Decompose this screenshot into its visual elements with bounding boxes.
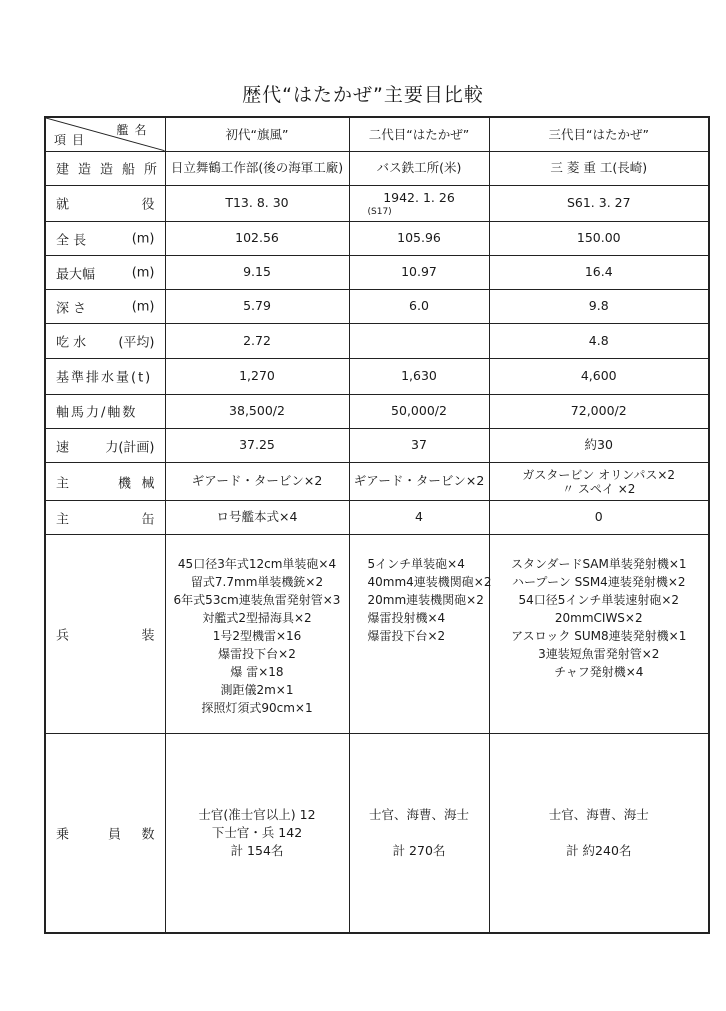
- armament-item: アスロック SUM8連装発射機×1: [511, 629, 687, 644]
- armament-item: 爆雷投下台×2: [367, 629, 446, 644]
- ship-header-1: 初代“旗風”: [165, 117, 349, 151]
- armament-item: 45口径3年式12cm単装砲×4: [177, 557, 337, 572]
- row-label: [45, 256, 165, 290]
- armament-item: ハープーン SSM4連装発射機×2: [511, 575, 686, 590]
- power-value-3: 72,000/2: [489, 394, 709, 428]
- crew-spacer: [350, 824, 489, 842]
- crew-cell-1: [165, 734, 349, 933]
- speed-label-right: 力(計画): [105, 440, 155, 456]
- armament-item: 爆 雷×18: [230, 665, 284, 680]
- crew-composition: 士官、海曹、海士: [548, 807, 649, 823]
- page-title: 歴代“はたかぜ”主要目比較: [242, 84, 484, 106]
- length-value-2: 105.96: [349, 221, 489, 255]
- machinery-value-3b: 〃 スペイ ×2: [562, 481, 636, 496]
- beam-label-right: (m): [131, 265, 155, 281]
- armament-item: 測距儀2m×1: [220, 683, 294, 698]
- crew-officers: 士官(准士官以上) 12: [198, 807, 316, 823]
- armament-item: チャフ発射機×4: [554, 665, 644, 680]
- crew-label-right: 数: [141, 827, 155, 843]
- service-value-1: T13. 8. 30: [165, 185, 349, 221]
- machinery-value-1: ギアード・タービン×2: [165, 463, 349, 501]
- crew-cell-2: [349, 734, 489, 933]
- armament-cell-1: [165, 535, 349, 734]
- speed-label-left: 速: [56, 440, 70, 456]
- crew-label-mid: 員: [108, 827, 122, 843]
- crew-composition: 士官、海曹、海士: [368, 807, 469, 823]
- machinery-cell-3: [489, 463, 709, 501]
- length-value-1: 102.56: [165, 221, 349, 255]
- armament-cell-2: [349, 535, 492, 734]
- beam-value-1: 9.15: [165, 256, 349, 290]
- machinery-label-right: 械: [141, 476, 155, 492]
- header-row: [45, 117, 709, 151]
- beam-value-2: 10.97: [349, 256, 489, 290]
- machinery-value-2: ギアード・タービン×2: [349, 463, 489, 501]
- draft-value-2: [349, 324, 489, 358]
- row-length: [45, 221, 709, 255]
- crew-enlisted: 下士官・兵 142: [211, 825, 303, 841]
- row-label: [45, 394, 165, 428]
- service-label-right: 役: [141, 197, 155, 213]
- service-cell-2: [349, 185, 489, 221]
- row-label: [45, 290, 165, 324]
- ship-header-2: 二代目“はたかぜ”: [349, 117, 489, 151]
- displacement-label: 基準排水量(t): [56, 370, 153, 386]
- crew-cell-3: [489, 734, 709, 933]
- power-value-2: 50,000/2: [349, 394, 489, 428]
- row-armament: [45, 535, 709, 734]
- boilers-label-right: 缶: [141, 512, 155, 528]
- machinery-label-mid: 機: [118, 476, 132, 492]
- ship-header-3: 三代目“はたかぜ”: [489, 117, 709, 151]
- armament-item: スタンダードSAM単装発射機×1: [510, 557, 687, 572]
- speed-value-1: 37.25: [165, 428, 349, 462]
- row-label: [45, 428, 165, 462]
- armament-item: 20mmCIWS×2: [554, 611, 643, 626]
- row-label: [45, 358, 165, 394]
- displacement-value-3: 4,600: [489, 358, 709, 394]
- armament-item: 探照灯須式90cm×1: [201, 701, 313, 716]
- armament-cell-3: [489, 535, 709, 734]
- service-value-2: 1942. 1. 26: [383, 189, 455, 205]
- crew-total: 計 270名: [392, 843, 446, 859]
- builder-value-3: 三 菱 重 工(長崎): [489, 151, 709, 185]
- row-label: [45, 535, 165, 734]
- armament-item: 留式7.7mm単装機銃×2: [190, 575, 324, 590]
- row-label: [45, 151, 165, 185]
- service-value-3: S61. 3. 27: [489, 185, 709, 221]
- armament-item: 爆雷投下台×2: [218, 647, 296, 662]
- comparison-table: [44, 116, 710, 934]
- row-label: [45, 221, 165, 255]
- row-machinery: [45, 463, 709, 501]
- builder-value-2: バス鉄工所(米): [349, 151, 489, 185]
- row-label: [45, 734, 165, 933]
- draft-value-3: 4.8: [489, 324, 709, 358]
- builder-value-1: 日立舞鶴工作部(後の海軍工廠): [165, 151, 349, 185]
- row-label: [45, 501, 165, 535]
- row-draft: [45, 324, 709, 358]
- row-label: [45, 463, 165, 501]
- armament-item: 54口径5インチ単装速射砲×2: [518, 593, 680, 608]
- draft-value-1: 2.72: [165, 324, 349, 358]
- depth-label-left: 深 さ: [56, 301, 87, 317]
- armament-item: 20mm連装機関砲×2: [367, 593, 484, 608]
- machinery-label-left: 主: [56, 476, 70, 492]
- row-boilers: [45, 501, 709, 535]
- row-beam: [45, 256, 709, 290]
- crew-spacer: [490, 824, 709, 842]
- row-service: [45, 185, 709, 221]
- length-value-3: 150.00: [489, 221, 709, 255]
- row-speed: [45, 428, 709, 462]
- length-label-left: 全 長: [56, 233, 87, 249]
- power-label: 軸馬力/軸数: [56, 405, 138, 421]
- row-displacement: [45, 358, 709, 394]
- displacement-value-2: 1,630: [349, 358, 489, 394]
- beam-label-left: 最大幅: [56, 267, 96, 283]
- service-note: (S17): [367, 206, 392, 217]
- armament-item: 対艦式2型掃海具×2: [202, 611, 312, 626]
- speed-value-3: 約30: [489, 428, 709, 462]
- armament-label-left: 兵: [56, 628, 70, 644]
- depth-label-right: (m): [131, 299, 155, 315]
- displacement-value-1: 1,270: [165, 358, 349, 394]
- boilers-value-2: 4: [349, 501, 489, 535]
- crew-label-left: 乗: [56, 827, 70, 843]
- crew-total: 計 154名: [230, 843, 284, 859]
- row-crew: [45, 734, 709, 933]
- armament-item: 5インチ単装砲×4: [367, 557, 465, 572]
- row-builder: [45, 151, 709, 185]
- armament-item: 40mm4連装機関砲×2: [367, 575, 492, 590]
- draft-label-left: 吃 水: [56, 335, 87, 351]
- power-value-1: 38,500/2: [165, 394, 349, 428]
- boilers-value-3: 0: [489, 501, 709, 535]
- speed-value-2: 37: [349, 428, 489, 462]
- machinery-value-3a: ガスタービン オリンパス×2: [522, 467, 676, 482]
- boilers-label-left: 主: [56, 512, 70, 528]
- armament-item: 爆雷投射機×4: [367, 611, 446, 626]
- depth-value-1: 5.79: [165, 290, 349, 324]
- corner-item-label: 項目: [54, 132, 91, 147]
- boilers-value-1: ロ号艦本式×4: [165, 501, 349, 535]
- crew-total: 計 約240名: [566, 843, 632, 859]
- armament-item: 6年式53cm連装魚雷発射管×3: [173, 593, 341, 608]
- beam-value-3: 16.4: [489, 256, 709, 290]
- row-label: [45, 324, 165, 358]
- depth-value-2: 6.0: [349, 290, 489, 324]
- builder-label: 建造造船所: [56, 162, 167, 178]
- armament-item: 3連装短魚雷発射管×2: [538, 647, 660, 662]
- corner-ship-label: 艦名: [116, 123, 153, 137]
- service-label-left: 就: [56, 197, 70, 213]
- row-label: [45, 185, 165, 221]
- row-power: [45, 394, 709, 428]
- draft-label-right: (平均): [118, 335, 155, 351]
- armament-item: 1号2型機雷×16: [212, 629, 302, 644]
- armament-label-right: 装: [141, 628, 155, 644]
- length-label-right: (m): [131, 231, 155, 247]
- depth-value-3: 9.8: [489, 290, 709, 324]
- header-corner-cell: [45, 117, 165, 151]
- row-depth: [45, 290, 709, 324]
